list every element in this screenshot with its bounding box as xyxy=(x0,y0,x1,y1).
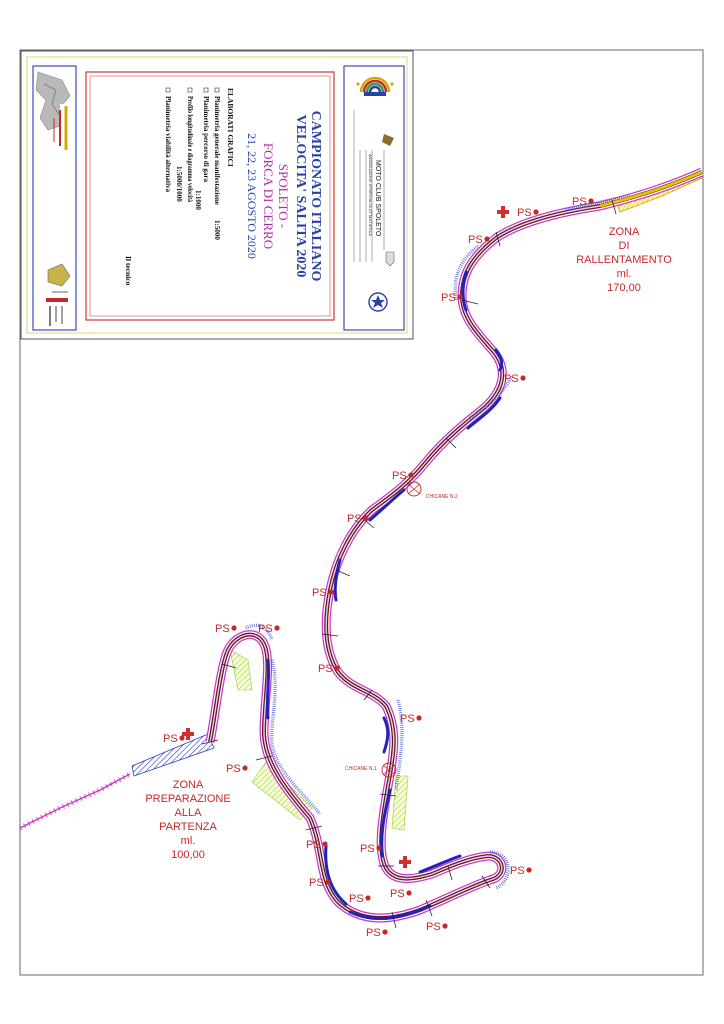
svg-text:Planimetria generale manifesta: Planimetria generale manifestazione xyxy=(213,96,221,205)
title-line-2: VELOCITA' SALITA 2020 xyxy=(293,114,308,278)
drawing-item-text: Profilo longitudinale e diagramma velocità xyxy=(186,96,194,224)
ps-label: PS xyxy=(226,763,241,775)
ps-marker xyxy=(390,888,412,900)
slowdown-zone-label xyxy=(576,226,672,294)
ps-label: PS xyxy=(163,733,178,745)
ps-label: PS xyxy=(349,893,364,905)
spectator-area-hatch xyxy=(392,776,408,830)
svg-text:ZONA: ZONA xyxy=(172,779,204,791)
ps-marker xyxy=(510,865,532,877)
ps-marker xyxy=(366,927,388,939)
svg-text:ml.: ml. xyxy=(180,835,196,847)
ps-label: PS xyxy=(504,373,519,385)
ps-label: PS xyxy=(510,865,525,877)
svg-text:Planimetria percorso di gara: Planimetria percorso di gara xyxy=(202,96,210,182)
svg-text:1:5000: 1:5000 xyxy=(213,220,221,240)
svg-text:100,00: 100,00 xyxy=(171,849,205,861)
ps-marker xyxy=(258,623,280,635)
ps-label: PS xyxy=(366,927,381,939)
svg-text:ALLA: ALLA xyxy=(174,807,202,819)
title-block xyxy=(21,51,413,339)
ps-label: PS xyxy=(392,470,407,482)
svg-text:Profilo longitudinale e diagra xyxy=(186,96,194,224)
ps-label: PS xyxy=(517,207,532,219)
svg-text:PARTENZA: PARTENZA xyxy=(159,821,217,833)
ps-label: PS xyxy=(347,513,362,525)
ps-label: PS xyxy=(360,843,375,855)
chicane-2-marker xyxy=(407,482,421,496)
title-line-1: CAMPIONATO ITALIANO xyxy=(308,110,323,282)
ps-label: PS xyxy=(441,292,456,304)
technician-label: Il tecnico xyxy=(124,256,133,286)
chicane-1-label: CHICANE N.1 xyxy=(345,766,377,772)
ps-label: PS xyxy=(309,877,324,889)
ps-label: PS xyxy=(400,713,415,725)
event-dates: 21, 22, 23 AGOSTO 2020 xyxy=(245,133,259,259)
drawing-item xyxy=(164,88,172,193)
ps-label: PS xyxy=(468,234,483,246)
svg-text:1:1000: 1:1000 xyxy=(194,190,202,210)
ps-label: PS xyxy=(312,587,327,599)
subtitle-line-1: SPOLETO - xyxy=(276,163,291,229)
ps-label: PS xyxy=(258,623,273,635)
spectator-area-hatch xyxy=(230,650,252,690)
ps-label: PS xyxy=(390,888,405,900)
svg-text:PREPARAZIONE: PREPARAZIONE xyxy=(145,793,231,805)
svg-text:ml.: ml. xyxy=(616,268,632,280)
ps-label: PS xyxy=(215,623,230,635)
first-aid-icon xyxy=(399,856,411,868)
drawings-heading: ELABORATI GRAFICI xyxy=(226,88,235,167)
club-name: MOTO CLUB SPOLETO xyxy=(374,160,381,237)
ps-label: PS xyxy=(306,839,321,851)
ps-label: PS xyxy=(426,921,441,933)
ps-marker xyxy=(504,373,526,385)
ps-marker xyxy=(226,763,248,775)
svg-text:ZONA: ZONA xyxy=(608,226,640,238)
protection-walls xyxy=(267,272,501,919)
start-zone-label xyxy=(145,779,230,861)
club-subtitle: ASSOCIAZIONE SPORTIVA DILETTANTISTICA xyxy=(368,154,372,236)
police-badge-icon xyxy=(369,293,387,311)
ps-marker xyxy=(163,733,185,745)
ps-marker xyxy=(400,713,422,725)
subtitle-line-2: FORCA DI CERRO xyxy=(261,142,276,250)
chicane-2-label: CHICANE N.2 xyxy=(426,494,458,500)
first-aid-icon xyxy=(497,206,509,218)
ps-marker xyxy=(426,921,448,933)
svg-text:Planimetria viabilità alternat: Planimetria viabilità alternativa xyxy=(164,96,172,193)
ps-marker xyxy=(215,623,237,635)
ps-label: PS xyxy=(572,196,587,208)
svg-text:RALLENTAMENTO: RALLENTAMENTO xyxy=(576,254,672,266)
svg-text:170,00: 170,00 xyxy=(607,282,641,294)
svg-text:DI: DI xyxy=(618,240,630,252)
svg-text:1:5000/1000: 1:5000/1000 xyxy=(175,166,183,202)
ps-marker xyxy=(349,893,371,905)
ps-label: PS xyxy=(318,663,333,675)
